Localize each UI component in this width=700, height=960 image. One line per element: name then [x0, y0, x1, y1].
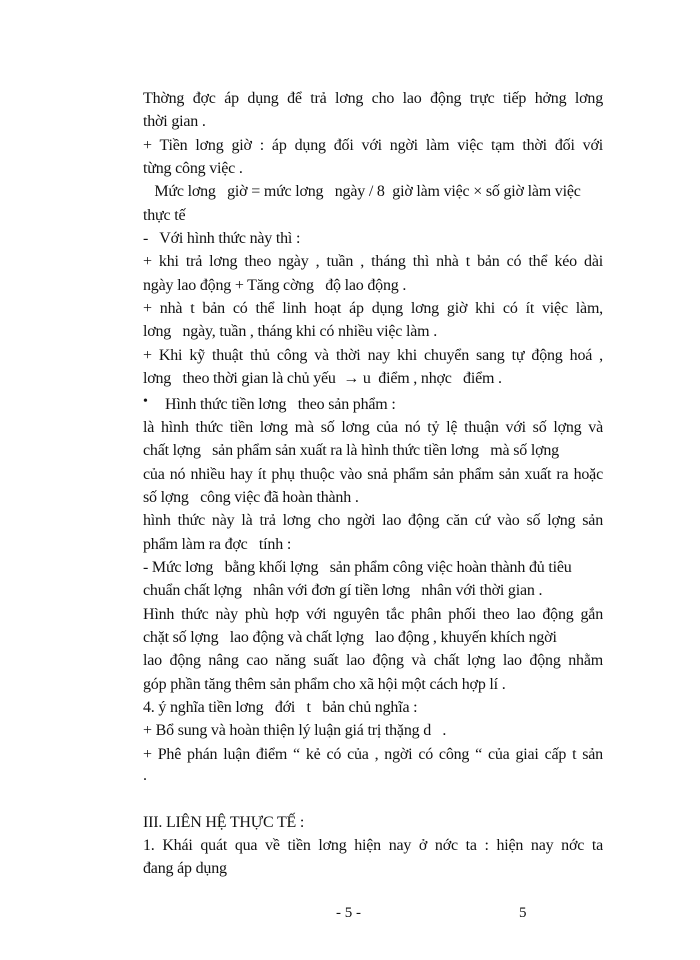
text-line-22: chuẩn chất lợng nhân với đơn gí tiền lơng nhân với thời gian .	[143, 582, 543, 599]
text-line-11: lơng ngày, tuần , tháng khi có nhiều việc làm .	[143, 323, 437, 340]
text-line-32: 1. Khái quát qua về tiền lơng hiện nay ở nớc ta : hiện nay nớc ta	[143, 837, 603, 854]
text-line-2: thời gian .	[143, 113, 206, 130]
text-line-17: của nó nhiều hay ít phụ thuộc vào snả phẩm sản phẩm sản xuất ra hoặc	[143, 466, 603, 483]
section-heading: III. LIÊN HỆ THỰC TẾ :	[143, 814, 305, 831]
text-line-10: + nhà t bản có thể linh hoạt áp dụng lơng giờ khi có ít việc làm,	[143, 300, 603, 317]
text-line-25: lao động nâng cao năng suất lao động và chất lợng lao động nhằm	[143, 652, 603, 669]
text-line-33: đang áp dụng	[143, 860, 227, 877]
text-line-8: + khi trả lơng theo ngày , tuần , tháng thì nhà t bản có thể kéo dài	[143, 253, 603, 270]
text-line-5: Mức lơng giờ = mức lơng ngày / 8 giờ làm việc × số giờ làm việc	[143, 183, 581, 200]
text-line-28: + Bổ sung và hoàn thiện lý luận giá trị thặng d .	[143, 722, 447, 739]
text-line-18: số lợng công việc đã hoàn thành .	[143, 489, 359, 506]
text-line-14: Hình thức tiền lơng theo sản phẩm :	[165, 396, 396, 413]
text-line-15: là hình thức tiền lơng mà số lơng của nó tỷ lệ thuận với số lợng và	[143, 419, 603, 436]
text-line-6: thực tế	[143, 207, 186, 224]
text-line-27: 4. ý nghĩa tiền lơng đới t bản chủ nghĩa :	[143, 699, 418, 716]
text-line-3: + Tiền lơng giờ : áp dụng đối với ngời làm việc tạm thời đối với	[143, 137, 603, 154]
text-line-26: góp phần tăng thêm sản phẩm cho xã hội một cách hợp lí .	[143, 676, 506, 693]
text-line-4: từng công việc .	[143, 160, 243, 177]
text-line-23: Hình thức này phù hợp với nguyên tắc phân phối theo lao động gắn	[143, 606, 603, 623]
text-line-19: hình thức này là trả lơng cho ngời lao động căn cứ vào số lợng sản	[143, 512, 603, 529]
text-line-30: .	[143, 767, 147, 784]
text-line-12: + Khi kỹ thuật thủ công và thời nay khi chuyển sang tự động hoá ,	[143, 347, 603, 364]
page-number-right: 5	[519, 905, 527, 921]
text-line-20: phẩm làm ra đợc tính :	[143, 536, 292, 553]
text-line-24: chặt số lợng lao động và chất lợng lao động , khuyến khích ngời	[143, 629, 557, 646]
text-line-29: + Phê phán luận điểm “ kẻ có của , ngời có công “ của giai cấp t sản	[143, 746, 603, 763]
bullet-icon: •	[143, 394, 148, 409]
text-line-16: chất lợng sản phẩm sản xuất ra là hình thức tiền lơng mà số lợng	[143, 442, 559, 459]
text-line-13: lơng theo thời gian là chủ yếu → u điểm , nhợc điểm .	[143, 370, 502, 387]
page-number-center: - 5 -	[336, 905, 361, 921]
text-line-7: - Với hình thức này thì :	[143, 230, 301, 247]
text-line-9: ngày lao động + Tăng cờng độ lao động .	[143, 277, 407, 294]
text-line-21: - Mức lơng bằng khối lợng sản phẩm công việc hoàn thành đủ tiêu	[143, 559, 572, 576]
text-line-1: Thờng đợc áp dụng để trả lơng cho lao động trực tiếp hởng lơng	[143, 90, 603, 107]
